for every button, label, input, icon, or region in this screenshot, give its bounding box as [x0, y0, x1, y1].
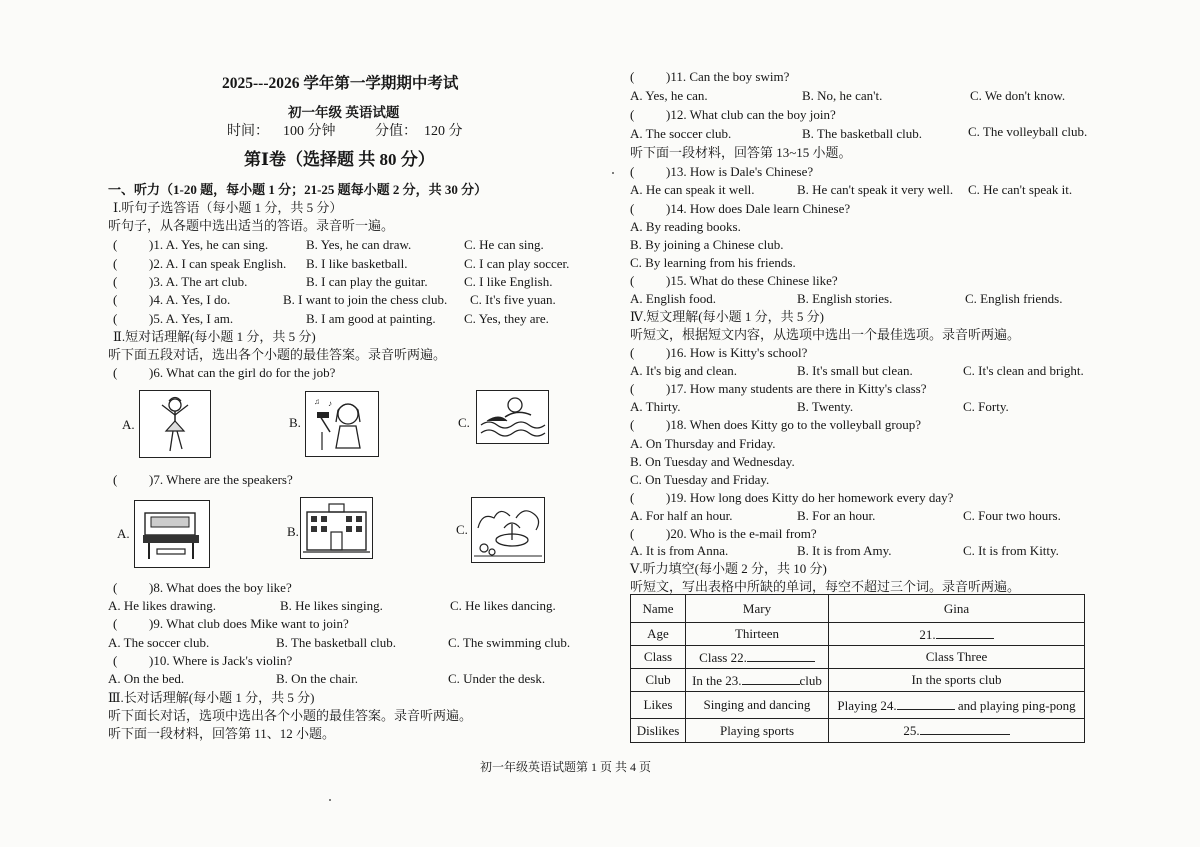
q18-option-a: A. On Thursday and Friday.: [630, 436, 776, 451]
row-label-age: Age: [631, 623, 686, 646]
q18-option-c: C. On Tuesday and Friday.: [630, 472, 770, 487]
gina-club: In the sports club: [829, 669, 1085, 692]
q15-option-b: B. English stories.: [797, 291, 893, 306]
table-header-name: Name: [631, 595, 686, 623]
q7-label-b: B.: [287, 524, 299, 539]
q13-text: )13. How is Dale's Chinese?: [666, 164, 814, 179]
q10-option-c: C. Under the desk.: [448, 671, 546, 686]
part3-subinstructions-11-12: 听下面一段材料，回答第 11、12 小题。: [108, 726, 336, 741]
q8-text: )8. What does the boy like?: [149, 580, 292, 595]
q12-text: )12. What club can the boy join?: [666, 107, 836, 122]
mary-dislikes: Playing sports: [686, 719, 829, 743]
q19-option-b: B. For an hour.: [797, 508, 876, 523]
blank-number-24: Playing 24.: [837, 697, 897, 713]
q9-option-a: A. The soccer club.: [108, 635, 210, 650]
blank-number-22: Class 22.: [699, 649, 747, 665]
q20-option-a: A. It is from Anna.: [630, 543, 729, 558]
q6-picture-b-singing-girl: [305, 391, 379, 457]
table-row: [631, 646, 1085, 669]
part4-heading: Ⅳ.短文理解(每小题 1 分，共 5 分): [630, 309, 824, 324]
table-row: [631, 692, 1085, 719]
part3-heading: Ⅲ.长对话理解(每小题 1 分，共 5 分): [108, 690, 315, 705]
answer-paren: (: [630, 345, 635, 360]
part5-instructions: 听短文，写出表格中所缺的单词，每空不超过三个词。录音听两遍。: [630, 579, 1021, 594]
scan-speck: [329, 799, 331, 801]
part2-heading: Ⅱ.短对话理解(每小题 1 分，共 5 分): [113, 329, 316, 344]
q11-option-b: B. No, he can't.: [802, 88, 883, 103]
exam-subtitle: 初一年级 英语试题: [288, 105, 400, 120]
q3-option-b: B. I can play the guitar.: [306, 274, 428, 289]
q6-label-c: C.: [458, 415, 470, 430]
table-header-gina: Gina: [829, 595, 1085, 623]
q7-label-c: C.: [456, 522, 468, 537]
q14-option-a: A. By reading books.: [630, 219, 741, 234]
q10-option-b: B. On the chair.: [276, 671, 358, 686]
table-row: [631, 595, 1085, 623]
q11-option-c: C. We don't know.: [970, 88, 1066, 103]
q20-text: )20. Who is the e-mail from?: [666, 526, 817, 541]
q6-text: )6. What can the girl do for the job?: [149, 365, 336, 380]
part1-heading: Ⅰ.听句子选答语（每小题 1 分，共 5 分）: [113, 200, 343, 215]
q19-option-c: C. Four two hours.: [963, 508, 1061, 523]
q10-text: )10. Where is Jack's violin?: [149, 653, 293, 668]
answer-paren: (: [113, 580, 118, 595]
q15-option-a: A. English food.: [630, 291, 716, 306]
q1-option-a: )1. A. Yes, he can sing.: [149, 237, 269, 252]
gina-likes-cell: [829, 692, 1085, 719]
q16-option-a: A. It's big and clean.: [630, 363, 738, 378]
answer-paren: (: [113, 365, 118, 380]
mary-age: Thirteen: [686, 623, 829, 646]
q7-picture-a-piano: [134, 500, 210, 568]
mary-likes: Singing and dancing: [686, 692, 829, 719]
q2-option-c: C. I can play soccer.: [464, 256, 570, 271]
volume-title: 第Ⅰ卷（选择题 共 80 分）: [244, 150, 435, 169]
answer-paren: (: [630, 490, 635, 505]
answer-paren: (: [113, 653, 118, 668]
answer-paren: (: [113, 237, 118, 252]
svg-text:♪: ♪: [328, 399, 332, 408]
table-header-mary: Mary: [686, 595, 829, 623]
q9-text: )9. What club does Mike want to join?: [149, 616, 349, 631]
scan-speck: [612, 172, 614, 174]
q17-option-a: A. Thirty.: [630, 399, 681, 414]
q19-option-a: A. For half an hour.: [630, 508, 733, 523]
gina-age-cell: [829, 623, 1085, 646]
time-label: 时间：: [227, 124, 269, 139]
q8-option-a: A. He likes drawing.: [108, 598, 216, 613]
part2-instructions: 听下面五段对话，选出各个小题的最佳答案。录音听两遍。: [108, 347, 447, 362]
q13-option-c: C. He can't speak it.: [968, 182, 1073, 197]
answer-paren: (: [630, 417, 635, 432]
part3-subinstructions-13-15: 听下面一段材料，回答第 13~15 小题。: [630, 145, 852, 160]
part4-instructions: 听短文，根据短文内容，从选项中选出一个最佳选项。录音听两遍。: [630, 327, 1021, 342]
blank-number-25: 25.: [903, 723, 920, 738]
q14-option-b: B. By joining a Chinese club.: [630, 237, 784, 252]
table-row: [631, 669, 1085, 692]
answer-paren: (: [630, 273, 635, 288]
q4-option-c: C. It's five yuan.: [470, 292, 556, 307]
q3-option-a: )3. A. The art club.: [149, 274, 248, 289]
q4-option-b: B. I want to join the chess club.: [283, 292, 448, 307]
q6-label-a: A.: [122, 417, 135, 432]
q20-option-c: C. It is from Kitty.: [963, 543, 1059, 558]
fill-in-table: [630, 594, 1085, 743]
q2-option-a: )2. A. I can speak English.: [149, 256, 287, 271]
answer-paren: (: [630, 201, 635, 216]
svg-text:♫: ♫: [314, 397, 320, 406]
q7-picture-c-park: [471, 497, 545, 563]
q11-text: )11. Can the boy swim?: [666, 69, 790, 84]
q12-option-c: C. The volleyball club.: [968, 124, 1088, 139]
score-label: 分值：: [375, 124, 417, 139]
time-value: 100 分钟: [283, 124, 336, 139]
answer-paren: (: [113, 311, 118, 326]
part5-heading: Ⅴ.听力填空(每小题 2 分，共 10 分): [630, 561, 827, 576]
q16-text: )16. How is Kitty's school?: [666, 345, 808, 360]
table-row: [631, 623, 1085, 646]
q15-option-c: C. English friends.: [965, 291, 1063, 306]
answer-paren: (: [630, 164, 635, 179]
q12-option-b: B. The basketball club.: [802, 126, 922, 141]
q13-option-b: B. He can't speak it very well.: [797, 182, 954, 197]
q8-option-c: C. He likes dancing.: [450, 598, 556, 613]
q9-option-c: C. The swimming club.: [448, 635, 571, 650]
answer-paren: (: [113, 616, 118, 631]
answer-paren: (: [630, 381, 635, 396]
gina-likes-suffix: and playing ping-pong: [957, 697, 1076, 713]
q2-option-b: B. I like basketball.: [306, 256, 408, 271]
q19-text: )19. How long does Kitty do her homework every day?: [666, 490, 954, 505]
answer-paren: (: [630, 526, 635, 541]
row-label-class: Class: [631, 646, 686, 669]
answer-paren: (: [113, 292, 118, 307]
answer-blank-24[interactable]: [897, 697, 955, 710]
q17-option-c: C. Forty.: [963, 399, 1009, 414]
q7-picture-b-school-building: [300, 497, 373, 559]
mary-class-cell: [686, 646, 829, 669]
q8-option-b: B. He likes singing.: [280, 598, 383, 613]
part1-instructions: 听句子，从各题中选出适当的答语。录音听一遍。: [108, 218, 395, 233]
answer-paren: (: [113, 256, 118, 271]
blank-number-21: 21.: [919, 626, 936, 642]
q5-option-b: B. I am good at painting.: [306, 311, 436, 326]
mary-club-cell: [686, 669, 829, 692]
q10-option-a: A. On the bed.: [108, 671, 185, 686]
q14-option-c: C. By learning from his friends.: [630, 255, 796, 270]
q7-text: )7. Where are the speakers?: [149, 472, 293, 487]
q6-label-b: B.: [289, 415, 301, 430]
q1-option-b: B. Yes, he can draw.: [306, 237, 412, 252]
exam-title: 2025---2026 学年第一学期期中考试: [222, 75, 459, 92]
q7-label-a: A.: [117, 526, 130, 541]
q16-option-c: C. It's clean and bright.: [963, 363, 1084, 378]
mary-club-suffix: club: [799, 672, 822, 688]
q12-option-a: A. The soccer club.: [630, 126, 732, 141]
blank-number-23: In the 23.: [692, 672, 742, 688]
q1-option-c: C. He can sing.: [464, 237, 544, 252]
q15-text: )15. What do these Chinese like?: [666, 273, 838, 288]
page-footer: 初一年级英语试题第 1 页 共 4 页: [480, 760, 652, 774]
answer-blank-21[interactable]: [936, 626, 994, 639]
q3-option-c: C. I like English.: [464, 274, 553, 289]
gina-class: Class Three: [829, 646, 1085, 669]
score-value: 120 分: [424, 124, 463, 139]
answer-paren: (: [630, 69, 635, 84]
section-listening-heading: 一、听力（1-20 题，每小题 1 分；21-25 题每小题 2 分，共 30 分）: [108, 182, 488, 197]
q16-option-b: B. It's small but clean.: [797, 363, 913, 378]
gina-dislikes-cell: [829, 719, 1085, 743]
q9-option-b: B. The basketball club.: [276, 635, 396, 650]
answer-paren: (: [113, 472, 118, 487]
answer-blank-23[interactable]: [742, 672, 800, 685]
answer-paren: (: [630, 107, 635, 122]
answer-blank-25[interactable]: [920, 722, 1010, 735]
table-row: [631, 719, 1085, 743]
q18-text: )18. When does Kitty go to the volleyball group?: [666, 417, 922, 432]
q5-option-c: C. Yes, they are.: [464, 311, 549, 326]
row-label-dislikes: Dislikes: [631, 719, 686, 743]
q4-option-a: )4. A. Yes, I do.: [149, 292, 231, 307]
answer-paren: (: [113, 274, 118, 289]
row-label-club: Club: [631, 669, 686, 692]
q13-option-a: A. He can speak it well.: [630, 182, 755, 197]
q20-option-b: B. It is from Amy.: [797, 543, 892, 558]
part3-instructions: 听下面长对话，选项中选出各个小题的最佳答案。录音听两遍。: [108, 708, 473, 723]
row-label-likes: Likes: [631, 692, 686, 719]
q5-option-a: )5. A. Yes, I am.: [149, 311, 234, 326]
q17-option-b: B. Twenty.: [797, 399, 854, 414]
q14-text: )14. How does Dale learn Chinese?: [666, 201, 851, 216]
q6-picture-a-dancing-girl: [139, 390, 211, 458]
q6-picture-c-swimming: [476, 390, 549, 444]
answer-blank-22[interactable]: [747, 649, 815, 662]
q11-option-a: A. Yes, he can.: [630, 88, 708, 103]
q18-option-b: B. On Tuesday and Wednesday.: [630, 454, 795, 469]
q17-text: )17. How many students are there in Kitty's class?: [666, 381, 927, 396]
